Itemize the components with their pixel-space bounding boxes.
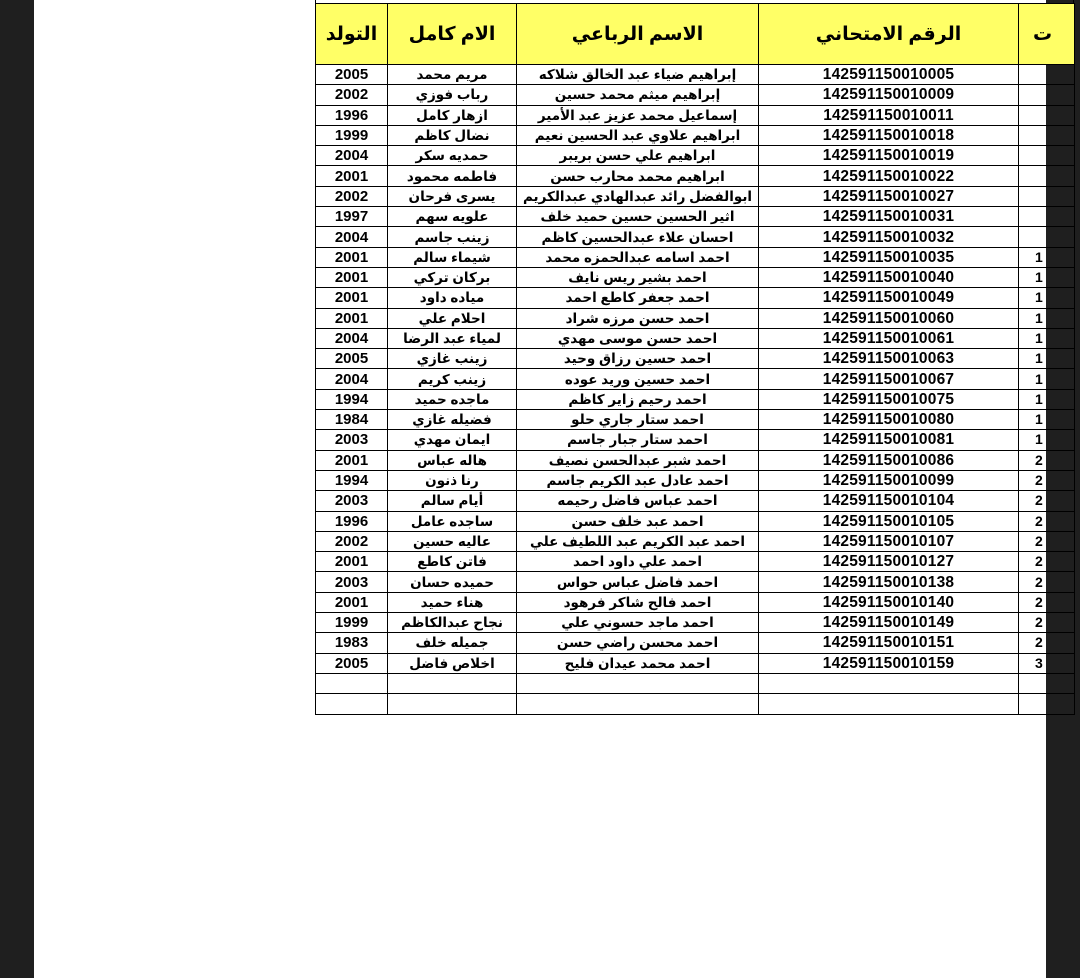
student-table xyxy=(315,3,1075,715)
cell-mother-name: بركان تركي xyxy=(388,267,517,287)
cell-seq: 2 xyxy=(1019,572,1075,592)
cell-full-name: احمد بشير ريس نايف xyxy=(517,267,759,287)
cell-full-name: احمد عباس فاضل رحيمه xyxy=(517,491,759,511)
cell-exam-number: 142591150010080 xyxy=(759,410,1019,430)
cell-full-name: احمد جعفر كاطع احمد xyxy=(517,288,759,308)
cell-birth-year: 1984 xyxy=(316,410,388,430)
cell-seq: 2 xyxy=(1019,450,1075,470)
cell-exam-number: 142591150010149 xyxy=(759,613,1019,633)
cell-mother-name: هناء حميد xyxy=(388,592,517,612)
cell-full-name: احمد رحيم زاير كاظم xyxy=(517,389,759,409)
cell-seq xyxy=(1019,207,1075,227)
cell-birth-year: 2001 xyxy=(316,267,388,287)
cell-mother-name: مريم محمد xyxy=(388,65,517,85)
cell-birth-year: 1999 xyxy=(316,613,388,633)
cell-mother-name: فاتن كاطع xyxy=(388,552,517,572)
cell-full-name: احمد ستار جبار جاسم xyxy=(517,430,759,450)
cell-seq: 1 xyxy=(1019,410,1075,430)
cell-full-name: احمد عادل عبد الكريم جاسم xyxy=(517,470,759,490)
cell-mother-name: أيام سالم xyxy=(388,491,517,511)
cell-exam-number: 142591150010159 xyxy=(759,653,1019,673)
cell-full-name: ابراهيم علي حسن بريبر xyxy=(517,146,759,166)
cell-exam-number: 142591150010040 xyxy=(759,267,1019,287)
table-row xyxy=(316,450,1075,470)
table-row xyxy=(316,369,1075,389)
cell-mother-name: يسرى فرحان xyxy=(388,186,517,206)
cell-mother-name: احلام علي xyxy=(388,308,517,328)
cell-seq: 2 xyxy=(1019,592,1075,612)
cell-birth-year: 2004 xyxy=(316,328,388,348)
document-page xyxy=(34,0,1053,978)
cell-exam-number: 142591150010105 xyxy=(759,511,1019,531)
cell-seq xyxy=(1019,125,1075,145)
table-row xyxy=(316,531,1075,551)
cell-birth-year: 2001 xyxy=(316,592,388,612)
cell-birth-year: 2002 xyxy=(316,85,388,105)
table-row xyxy=(316,146,1075,166)
table-row xyxy=(316,613,1075,633)
cell-seq: 1 xyxy=(1019,247,1075,267)
cell-mother-name: رباب فوزي xyxy=(388,85,517,105)
cell-exam-number: 142591150010061 xyxy=(759,328,1019,348)
cell-exam-number: 142591150010049 xyxy=(759,288,1019,308)
cell-birth-year: 2001 xyxy=(316,308,388,328)
cell-full-name: احمد حسين وريد عوده xyxy=(517,369,759,389)
cell-full-name: إبراهيم ميثم محمد حسين xyxy=(517,85,759,105)
cell-exam-number: 142591150010011 xyxy=(759,105,1019,125)
cell-birth-year: 2003 xyxy=(316,572,388,592)
table-row xyxy=(316,328,1075,348)
cell-exam-number: 142591150010009 xyxy=(759,85,1019,105)
cell-birth-year: 1994 xyxy=(316,389,388,409)
cell-mother-name: عاليه حسين xyxy=(388,531,517,551)
table-row xyxy=(316,247,1075,267)
cell-mother-name: نضال كاظم xyxy=(388,125,517,145)
cell-exam-number: 142591150010138 xyxy=(759,572,1019,592)
cell-full-name: إبراهيم ضياء عبد الخالق شلاكه xyxy=(517,65,759,85)
cell-seq xyxy=(1019,227,1075,247)
cell-seq xyxy=(1019,65,1075,85)
cell-birth-year xyxy=(316,694,388,714)
cell-exam-number: 142591150010104 xyxy=(759,491,1019,511)
cell-full-name: احمد فالح شاكر فرهود xyxy=(517,592,759,612)
cell-seq: 2 xyxy=(1019,633,1075,653)
cell-seq: 2 xyxy=(1019,613,1075,633)
cell-exam-number xyxy=(759,694,1019,714)
cell-seq: 3 xyxy=(1019,653,1075,673)
cell-full-name: ابراهيم محمد محارب حسن xyxy=(517,166,759,186)
table-header-row xyxy=(316,4,1075,65)
cell-mother-name: ازهار كامل xyxy=(388,105,517,125)
table-row xyxy=(316,227,1075,247)
cell-birth-year: 2005 xyxy=(316,349,388,369)
cell-full-name: احمد محسن راضي حسن xyxy=(517,633,759,653)
cell-mother-name: لمياء عبد الرضا xyxy=(388,328,517,348)
cell-full-name: احمد حسن موسى مهدي xyxy=(517,328,759,348)
cell-exam-number: 142591150010032 xyxy=(759,227,1019,247)
cell-birth-year: 1983 xyxy=(316,633,388,653)
header-birth-year: التولد xyxy=(316,4,388,65)
cell-birth-year: 2004 xyxy=(316,369,388,389)
cell-full-name: إسماعيل محمد عزيز عبد الأمير xyxy=(517,105,759,125)
cell-full-name: احمد ماجد حسوني علي xyxy=(517,613,759,633)
header-mother-name: الام كامل xyxy=(388,4,517,65)
table-row xyxy=(316,592,1075,612)
table-row xyxy=(316,288,1075,308)
cell-mother-name: رنا ذنون xyxy=(388,470,517,490)
cell-mother-name: فاطمه محمود xyxy=(388,166,517,186)
cell-mother-name: فضيله غازي xyxy=(388,410,517,430)
cell-seq xyxy=(1019,85,1075,105)
table-row xyxy=(316,694,1075,714)
cell-seq xyxy=(1019,166,1075,186)
table-row xyxy=(316,85,1075,105)
cell-seq: 2 xyxy=(1019,511,1075,531)
header-seq: ت xyxy=(1019,4,1075,65)
cell-birth-year: 1996 xyxy=(316,105,388,125)
table-row xyxy=(316,470,1075,490)
cell-birth-year: 1997 xyxy=(316,207,388,227)
cell-exam-number: 142591150010063 xyxy=(759,349,1019,369)
cell-seq xyxy=(1019,105,1075,125)
cell-exam-number: 142591150010099 xyxy=(759,470,1019,490)
cell-exam-number: 142591150010140 xyxy=(759,592,1019,612)
cell-mother-name xyxy=(388,673,517,693)
cell-mother-name: مياده داود xyxy=(388,288,517,308)
cell-mother-name: ساجده عامل xyxy=(388,511,517,531)
cell-exam-number xyxy=(759,673,1019,693)
table-row xyxy=(316,552,1075,572)
cell-mother-name: علويه سهم xyxy=(388,207,517,227)
table-row xyxy=(316,267,1075,287)
cell-exam-number: 142591150010060 xyxy=(759,308,1019,328)
table-row xyxy=(316,308,1075,328)
cell-birth-year: 2003 xyxy=(316,430,388,450)
cell-birth-year: 2001 xyxy=(316,166,388,186)
cell-seq: 2 xyxy=(1019,552,1075,572)
cell-exam-number: 142591150010075 xyxy=(759,389,1019,409)
cell-mother-name: زينب كريم xyxy=(388,369,517,389)
cell-exam-number: 142591150010127 xyxy=(759,552,1019,572)
cell-seq xyxy=(1019,186,1075,206)
cell-mother-name: جميله خلف xyxy=(388,633,517,653)
cell-exam-number: 142591150010019 xyxy=(759,146,1019,166)
cell-full-name: احمد شبر عبدالحسن نصيف xyxy=(517,450,759,470)
table-row xyxy=(316,389,1075,409)
cell-full-name: احمد محمد عيدان فليح xyxy=(517,653,759,673)
cell-full-name: احسان علاء عبدالحسين كاظم xyxy=(517,227,759,247)
cell-birth-year: 2002 xyxy=(316,186,388,206)
cell-mother-name: حميده حسان xyxy=(388,572,517,592)
cell-full-name: احمد ستار جاري حلو xyxy=(517,410,759,430)
cell-birth-year: 1996 xyxy=(316,511,388,531)
cell-mother-name xyxy=(388,694,517,714)
cell-seq: 1 xyxy=(1019,308,1075,328)
cell-full-name: ابراهيم علاوي عبد الحسين نعيم xyxy=(517,125,759,145)
cell-exam-number: 142591150010107 xyxy=(759,531,1019,551)
cell-mother-name: اخلاص فاضل xyxy=(388,653,517,673)
cell-full-name xyxy=(517,694,759,714)
spreadsheet-sheet xyxy=(315,0,1074,718)
cell-seq xyxy=(1019,146,1075,166)
cell-seq: 1 xyxy=(1019,328,1075,348)
cell-full-name: احمد حسن مرزه شراد xyxy=(517,308,759,328)
cell-birth-year: 2003 xyxy=(316,491,388,511)
cell-seq xyxy=(1019,673,1075,693)
cell-seq: 1 xyxy=(1019,267,1075,287)
cell-birth-year: 2005 xyxy=(316,653,388,673)
cell-exam-number: 142591150010005 xyxy=(759,65,1019,85)
cell-seq: 1 xyxy=(1019,288,1075,308)
cell-seq: 2 xyxy=(1019,531,1075,551)
cell-full-name: احمد عبد خلف حسن xyxy=(517,511,759,531)
cell-mother-name: شيماء سالم xyxy=(388,247,517,267)
cell-mother-name: ايمان مهدي xyxy=(388,430,517,450)
cell-mother-name: ماجده حميد xyxy=(388,389,517,409)
cell-exam-number: 142591150010027 xyxy=(759,186,1019,206)
cell-birth-year: 2001 xyxy=(316,247,388,267)
cell-mother-name: زينب جاسم xyxy=(388,227,517,247)
cell-seq: 1 xyxy=(1019,430,1075,450)
cell-full-name: احمد فاضل عباس حواس xyxy=(517,572,759,592)
cell-seq: 2 xyxy=(1019,491,1075,511)
cell-mother-name: حمديه سكر xyxy=(388,146,517,166)
cell-birth-year: 2002 xyxy=(316,531,388,551)
cell-exam-number: 142591150010022 xyxy=(759,166,1019,186)
table-row xyxy=(316,125,1075,145)
cell-mother-name: هاله عباس xyxy=(388,450,517,470)
table-row xyxy=(316,633,1075,653)
cell-birth-year: 2004 xyxy=(316,146,388,166)
cell-seq: 2 xyxy=(1019,470,1075,490)
cell-exam-number: 142591150010031 xyxy=(759,207,1019,227)
cell-seq: 1 xyxy=(1019,349,1075,369)
cell-birth-year: 2001 xyxy=(316,552,388,572)
cell-exam-number: 142591150010081 xyxy=(759,430,1019,450)
cell-mother-name: نجاح عبدالكاظم xyxy=(388,613,517,633)
table-row xyxy=(316,349,1075,369)
table-row xyxy=(316,673,1075,693)
table-body xyxy=(316,65,1075,715)
cell-full-name: ابوالفضل رائد عبدالهادي عبدالكريم xyxy=(517,186,759,206)
cell-full-name: احمد عبد الكريم عبد اللطيف علي xyxy=(517,531,759,551)
table-row xyxy=(316,491,1075,511)
cell-mother-name: زينب غازي xyxy=(388,349,517,369)
cell-full-name xyxy=(517,673,759,693)
table-row xyxy=(316,166,1075,186)
table-row xyxy=(316,410,1075,430)
cell-seq: 1 xyxy=(1019,369,1075,389)
table-row xyxy=(316,653,1075,673)
table-row xyxy=(316,511,1075,531)
cell-birth-year: 2001 xyxy=(316,450,388,470)
cell-exam-number: 142591150010067 xyxy=(759,369,1019,389)
table-row xyxy=(316,105,1075,125)
cell-exam-number: 142591150010035 xyxy=(759,247,1019,267)
cell-birth-year: 1994 xyxy=(316,470,388,490)
cell-birth-year: 1999 xyxy=(316,125,388,145)
cell-full-name: احمد اسامه عبدالحمزه محمد xyxy=(517,247,759,267)
table-row xyxy=(316,430,1075,450)
cell-exam-number: 142591150010086 xyxy=(759,450,1019,470)
header-full-name: الاسم الرباعي xyxy=(517,4,759,65)
cell-birth-year xyxy=(316,673,388,693)
cell-seq xyxy=(1019,694,1075,714)
cell-birth-year: 2004 xyxy=(316,227,388,247)
table-row xyxy=(316,572,1075,592)
header-exam-number: الرقم الامتحاني xyxy=(759,4,1019,65)
cell-birth-year: 2005 xyxy=(316,65,388,85)
cell-full-name: احمد حسين رزاق وحيد xyxy=(517,349,759,369)
table-row xyxy=(316,186,1075,206)
cell-full-name: احمد علي داود احمد xyxy=(517,552,759,572)
cell-exam-number: 142591150010151 xyxy=(759,633,1019,653)
cell-seq: 1 xyxy=(1019,389,1075,409)
cell-full-name: اثير الحسين حسين حميد خلف xyxy=(517,207,759,227)
cell-exam-number: 142591150010018 xyxy=(759,125,1019,145)
cell-birth-year: 2001 xyxy=(316,288,388,308)
table-row xyxy=(316,207,1075,227)
table-row xyxy=(316,65,1075,85)
